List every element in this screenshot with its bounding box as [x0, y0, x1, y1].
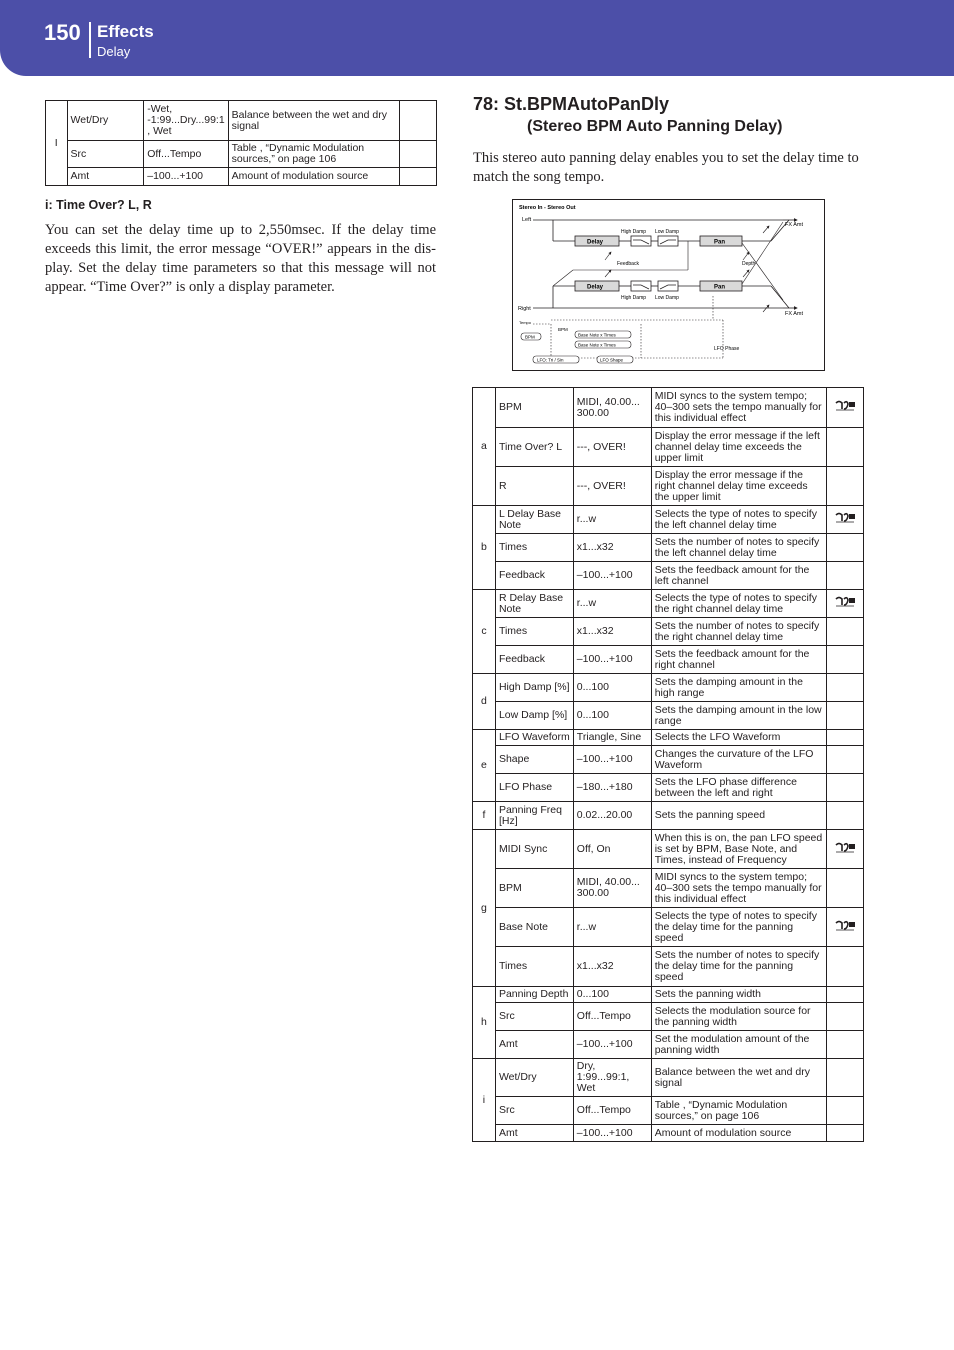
param-description: Sets the panning speed [651, 802, 826, 830]
param-range: x1...x32 [573, 618, 651, 646]
section-title: Effects [97, 22, 154, 41]
param-icon-cell [827, 388, 864, 428]
param-name: High Damp [%] [495, 674, 573, 702]
table-row [473, 830, 864, 869]
table-row [46, 101, 437, 141]
param-icon-cell [827, 590, 864, 618]
param-icon-cell [827, 562, 864, 590]
effect-title: 78: St.BPMAutoPanDly [473, 94, 670, 114]
param-range: ---, OVER! [573, 428, 651, 467]
param-icon-cell [827, 428, 864, 467]
param-description: Sets the number of notes to specify the left channel delay time [651, 534, 826, 562]
bpm-label: BPM [558, 327, 568, 332]
param-description: Sets the LFO phase difference between the left and right [651, 774, 826, 802]
param-range: –100...+100 [573, 1125, 651, 1142]
table-row [473, 562, 864, 590]
table-row [473, 869, 864, 908]
param-name: Time Over? L [495, 428, 573, 467]
param-description: Sets the feedback amount for the left channel [651, 562, 826, 590]
group-label: g [473, 830, 496, 987]
param-name: Src [495, 1097, 573, 1125]
base-note-times-label-2: Base Note x Times [578, 342, 616, 348]
right-high-damp-filter [631, 281, 651, 291]
param-description: Selects the type of notes to specify the delay time for the panning speed [651, 908, 826, 947]
param-range: 0...100 [573, 987, 651, 1003]
param-range: Dry, 1:99...99:1, Wet [573, 1059, 651, 1097]
param-name: Wet/Dry [495, 1059, 573, 1097]
table-row [473, 1003, 864, 1031]
section-subtitle: Delay [97, 44, 131, 59]
bpm-button-label: BPM [525, 334, 535, 340]
param-icon-cell [827, 908, 864, 947]
param-name: Panning Freq [Hz] [495, 802, 573, 830]
param-description: Sets the panning width [651, 987, 826, 1003]
param-name: Amt [67, 168, 144, 186]
table-row [473, 802, 864, 830]
table-row [473, 730, 864, 746]
group-label: b [473, 506, 496, 590]
param-description: Selects the type of notes to specify the right channel delay time [651, 590, 826, 618]
table-row [473, 1097, 864, 1125]
table-row [473, 1031, 864, 1059]
group-label: a [473, 388, 496, 506]
param-range: Off...Tempo [573, 1003, 651, 1031]
param-name: Wet/Dry [67, 101, 144, 141]
table-row [473, 908, 864, 947]
param-description: Table , “Dynamic Modulation sources,” on page 106 [228, 141, 399, 168]
param-range: -Wet, -1:99...Dry...99:1 , Wet [144, 101, 228, 141]
time-over-paragraph: You can set the delay time up to 2,550msec. If the delay time exceeds this limit, the error message “OVER!” appears in the dis-play. Set the delay time parameters so that this message will not appear. “Time Over?” is only a display parameter. [45, 222, 436, 295]
param-name: BPM [495, 388, 573, 428]
param-description: When this is on, the pan LFO speed is set by BPM, Base Note, and Times, instead of Frequency [651, 830, 826, 869]
param-name: MIDI Sync [495, 830, 573, 869]
group-label: I [46, 101, 68, 186]
param-description: Display the error message if the left channel delay time exceeds the upper limit [651, 428, 826, 467]
param-range: MIDI, 40.00... 300.00 [573, 869, 651, 908]
midi-sync-icon [834, 920, 856, 932]
param-name: Times [495, 618, 573, 646]
param-range: Off, On [573, 830, 651, 869]
param-range: r...w [573, 506, 651, 534]
param-description: Balance between the wet and dry signal [228, 101, 399, 141]
param-range: –100...+100 [573, 562, 651, 590]
param-description: Display the error message if the right channel delay time exceeds the upper limit [651, 467, 826, 506]
table-row [473, 987, 864, 1003]
param-description: Amount of modulation source [228, 168, 399, 186]
param-name: Panning Depth [495, 987, 573, 1003]
table-row [473, 702, 864, 730]
param-range: ---, OVER! [573, 467, 651, 506]
param-description: Set the modulation amount of the panning width [651, 1031, 826, 1059]
param-icon-cell [400, 141, 437, 168]
param-range: r...w [573, 590, 651, 618]
param-name: Times [495, 534, 573, 562]
param-icon-cell [827, 869, 864, 908]
param-icon-cell [827, 467, 864, 506]
tempo-label: Tempo [519, 320, 532, 325]
table-row [46, 141, 437, 168]
param-range: 0...100 [573, 702, 651, 730]
table-row [473, 428, 864, 467]
left-high-damp-filter [631, 236, 651, 246]
table-row [473, 1059, 864, 1097]
param-icon-cell [827, 534, 864, 562]
param-name: R [495, 467, 573, 506]
table-row [473, 534, 864, 562]
param-description: Changes the curvature of the LFO Waveform [651, 746, 826, 774]
depth-label: Depth [742, 261, 756, 267]
lfo-waveform-label: LFO: Tri / Sin [537, 357, 564, 363]
param-description: Balance between the wet and dry signal [651, 1059, 826, 1097]
param-range: Off...Tempo [144, 141, 228, 168]
table-row [46, 168, 437, 186]
param-icon-cell [827, 1003, 864, 1031]
param-name: Amt [495, 1031, 573, 1059]
param-name: Times [495, 947, 573, 987]
diagram-left-label: Left [522, 217, 532, 223]
param-name: Feedback [495, 562, 573, 590]
param-icon-cell [827, 1059, 864, 1097]
table-row [473, 746, 864, 774]
table-row [473, 1125, 864, 1142]
param-description: Sets the damping amount in the low range [651, 702, 826, 730]
param-name: Low Damp [%] [495, 702, 573, 730]
param-range: –100...+100 [573, 646, 651, 674]
param-name: Amt [495, 1125, 573, 1142]
midi-sync-icon [834, 512, 856, 524]
param-description: Sets the number of notes to specify the right channel delay time [651, 618, 826, 646]
table-row [473, 947, 864, 987]
param-icon-cell [827, 830, 864, 869]
table-row [473, 388, 864, 428]
param-range: x1...x32 [573, 534, 651, 562]
continued-parameter-table [45, 100, 437, 186]
param-icon-cell [827, 1031, 864, 1059]
param-description: Selects the modulation source for the panning width [651, 1003, 826, 1031]
param-name: BPM [495, 869, 573, 908]
param-icon-cell [827, 702, 864, 730]
param-description: MIDI syncs to the system tempo; 40–300 sets the tempo manually for this individual effect [651, 869, 826, 908]
param-name: R Delay Base Note [495, 590, 573, 618]
midi-sync-icon [834, 596, 856, 608]
diagram-io-label: Stereo In - Stereo Out [519, 205, 576, 211]
param-range: MIDI, 40.00... 300.00 [573, 388, 651, 428]
group-label: e [473, 730, 496, 802]
param-range: r...w [573, 908, 651, 947]
param-icon-cell [827, 746, 864, 774]
right-high-damp-label: High Damp [621, 295, 647, 301]
lfo-phase-label: LFO Phase [714, 346, 740, 352]
param-description: Selects the type of notes to specify the left channel delay time [651, 506, 826, 534]
left-high-damp-label: High Damp [621, 229, 647, 235]
param-icon-cell [827, 947, 864, 987]
table-row [473, 646, 864, 674]
right-low-damp-label: Low Damp [655, 295, 679, 301]
feedback-label: Feedback [617, 261, 639, 267]
effect-description: This stereo auto panning delay enables you to set the delay time to match the song tempo. [473, 150, 859, 185]
effect-subtitle: (Stereo BPM Auto Panning Delay) [527, 118, 783, 135]
param-icon-cell [827, 774, 864, 802]
param-icon-cell [827, 987, 864, 1003]
param-description: Selects the LFO Waveform [651, 730, 826, 746]
param-range: x1...x32 [573, 947, 651, 987]
left-pan-label: Pan [714, 239, 726, 246]
param-range: –180...+180 [573, 774, 651, 802]
table-row [473, 618, 864, 646]
page-number: 150 [44, 20, 81, 45]
diagram-svg [513, 200, 826, 372]
right-low-damp-filter [658, 281, 678, 291]
param-icon-cell [827, 1097, 864, 1125]
param-icon-cell [827, 730, 864, 746]
param-description: Sets the number of notes to specify the delay time for the panning speed [651, 947, 826, 987]
table-row [473, 467, 864, 506]
param-range: –100...+100 [573, 1031, 651, 1059]
param-range: 0.02...20.00 [573, 802, 651, 830]
group-label: f [473, 802, 496, 830]
param-range: Triangle, Sine [573, 730, 651, 746]
param-icon-cell [827, 618, 864, 646]
param-icon-cell [400, 101, 437, 141]
param-range: –100...+100 [144, 168, 228, 186]
header-divider [89, 22, 91, 58]
lfo-shape-label: LFO Shape [600, 357, 624, 363]
param-range: 0...100 [573, 674, 651, 702]
right-delay-label: Delay [587, 284, 604, 291]
group-label: d [473, 674, 496, 730]
param-name: Src [495, 1003, 573, 1031]
param-icon-cell [827, 506, 864, 534]
table-row [473, 506, 864, 534]
parameter-table [472, 387, 864, 1142]
left-delay-label: Delay [587, 239, 604, 246]
midi-sync-icon [834, 842, 856, 854]
left-low-damp-label: Low Damp [655, 229, 679, 235]
param-description: Amount of modulation source [651, 1125, 826, 1142]
param-icon-cell [827, 802, 864, 830]
param-icon-cell [827, 1125, 864, 1142]
base-note-times-label-1: Base Note x Times [578, 332, 616, 338]
diagram-right-label: Right [518, 306, 531, 312]
param-range: Off...Tempo [573, 1097, 651, 1125]
group-label: c [473, 590, 496, 674]
param-icon-cell [400, 168, 437, 186]
param-name: Src [67, 141, 144, 168]
group-label: i [473, 1059, 496, 1142]
param-range: –100...+100 [573, 746, 651, 774]
time-over-heading: i: Time Over? L, R [45, 198, 152, 212]
param-name: Feedback [495, 646, 573, 674]
param-description: MIDI syncs to the system tempo; 40–300 sets the tempo manually for this individual effect [651, 388, 826, 428]
right-pan-label: Pan [714, 284, 726, 291]
group-label: h [473, 987, 496, 1059]
midi-sync-icon [834, 400, 856, 412]
param-description: Sets the damping amount in the high range [651, 674, 826, 702]
left-fx-amt-label: FX Amt [785, 222, 804, 228]
param-icon-cell [827, 646, 864, 674]
param-description: Sets the feedback amount for the right channel [651, 646, 826, 674]
effect-block-diagram [512, 199, 825, 371]
left-low-damp-filter [658, 236, 678, 246]
table-row [473, 674, 864, 702]
param-name: Base Note [495, 908, 573, 947]
param-name: Shape [495, 746, 573, 774]
table-row [473, 590, 864, 618]
param-name: LFO Waveform [495, 730, 573, 746]
right-fx-amt-label: FX Amt [785, 311, 804, 317]
param-name: L Delay Base Note [495, 506, 573, 534]
table-row [473, 774, 864, 802]
param-icon-cell [827, 674, 864, 702]
param-description: Table , “Dynamic Modulation sources,” on page 106 [651, 1097, 826, 1125]
param-name: LFO Phase [495, 774, 573, 802]
